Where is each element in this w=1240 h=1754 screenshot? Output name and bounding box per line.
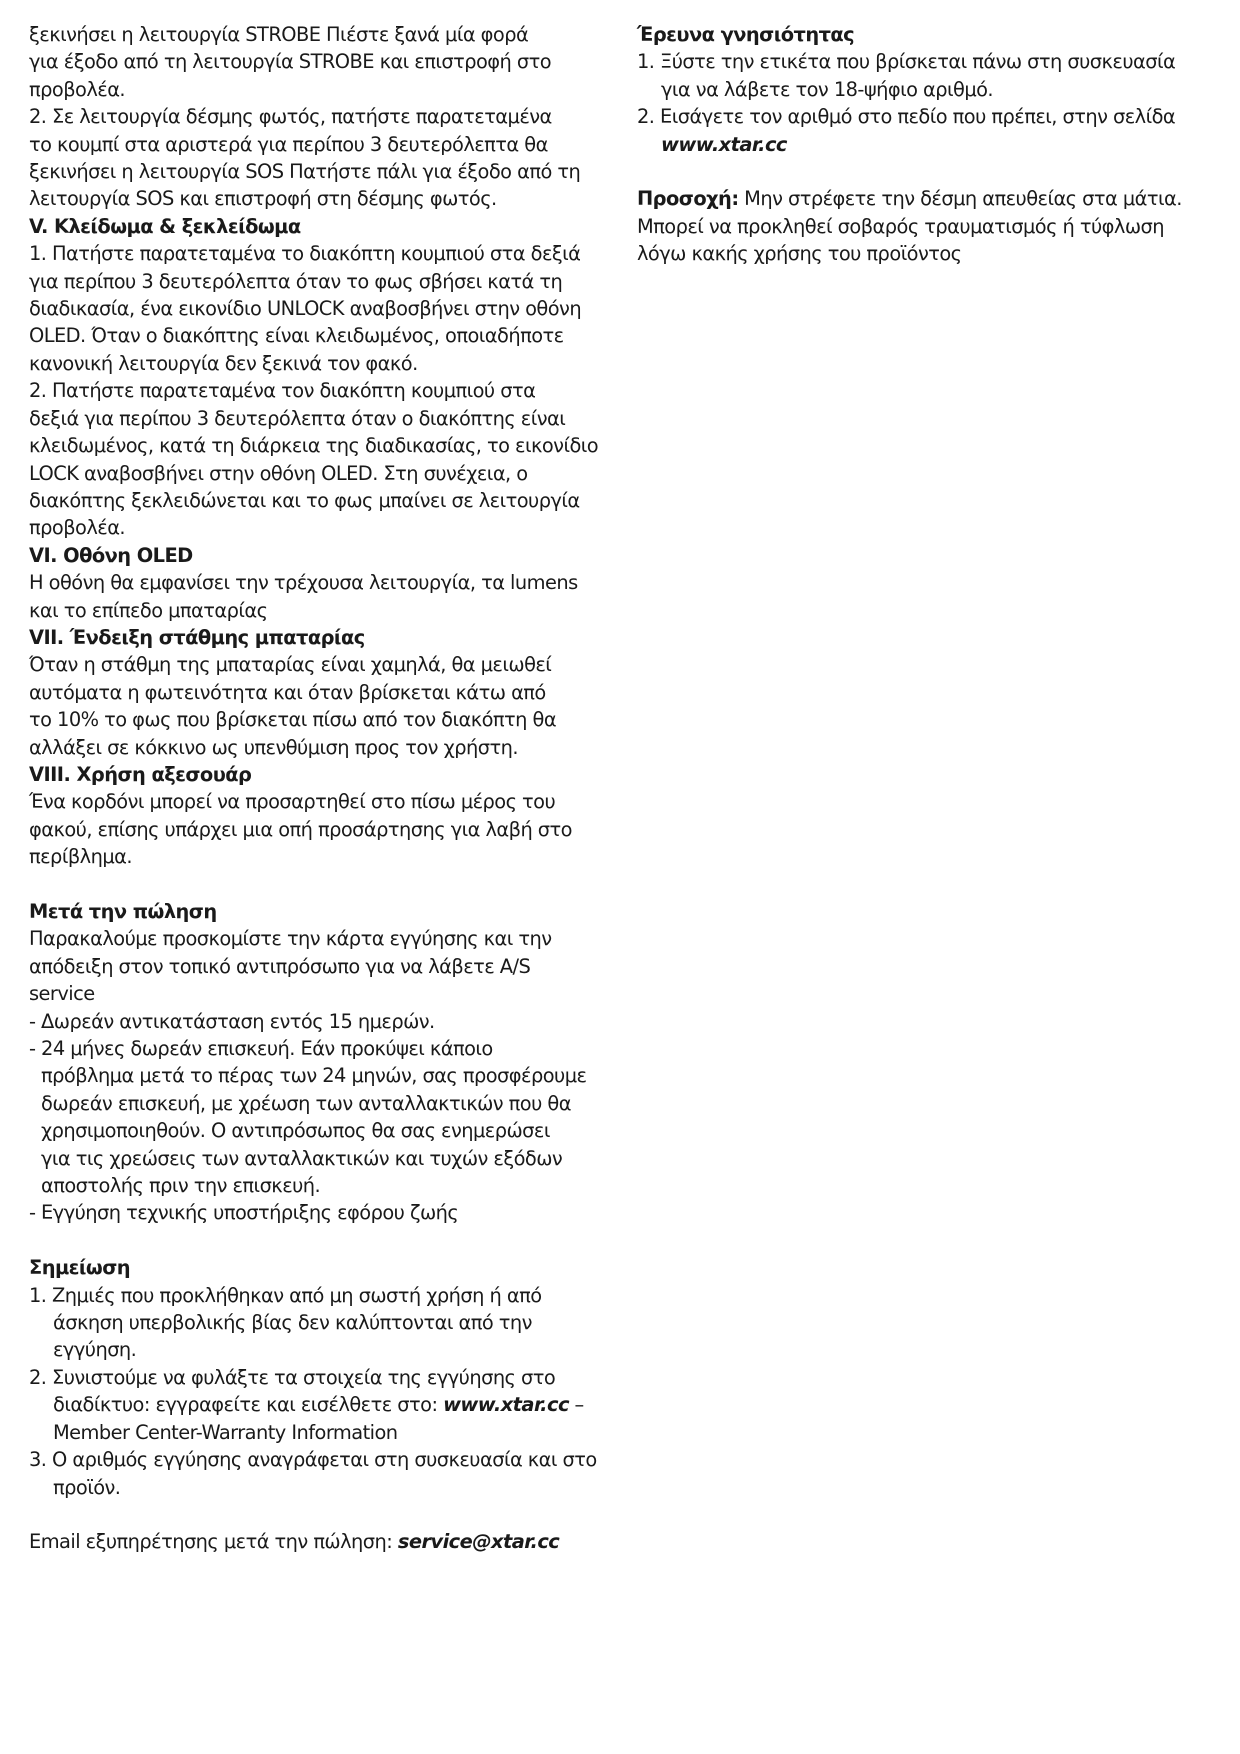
text-line: δεξιά για περίπου 3 δευτερόλεπτα όταν ο διακόπτης είναι — [29, 406, 566, 430]
section-heading-accessory: VIII. Χρήση αξεσουάρ — [29, 762, 252, 786]
right-column — [637, 21, 1212, 268]
text-line: εγγύηση. — [53, 1338, 137, 1362]
section-heading-note: Σημείωση — [29, 1256, 131, 1280]
website-link[interactable]: www.xtar.cc — [443, 1393, 569, 1417]
left-column — [29, 21, 619, 1556]
text-fragment: Μην στρέφετε την δέσμη απευθείας στα μάτια. — [738, 187, 1182, 211]
text-fragment: Email εξυπηρέτησης μετά την πώληση: — [29, 1530, 398, 1554]
section-heading-authenticity: Έρευνα γνησιότητας — [637, 23, 855, 46]
text-line: για τις χρεώσεις των ανταλλακτικών και τυχών εξόδων — [41, 1146, 563, 1170]
spacer — [29, 1227, 619, 1254]
text-line: αποστολής πριν την επισκευή. — [41, 1174, 321, 1198]
text-line: λόγω κακής χρήσης του προϊόντος — [637, 242, 962, 266]
section-heading-lock: V. Κλείδωμα & ξεκλείδωμα — [29, 214, 301, 238]
service-email-link[interactable]: service@xtar.cc — [397, 1530, 560, 1554]
section-heading-oled: VI. Οθόνη OLED — [29, 543, 193, 567]
text-line: και το επίπεδο μπαταρίας — [29, 598, 268, 622]
text-line: 2. Σε λειτουργία δέσμης φωτός, πατήστε παρατεταμένα — [29, 105, 552, 129]
text-line: αλλάξει σε κόκκινο ως υπενθύμιση προς τον χρήστη. — [29, 735, 518, 759]
list-item: 1. Ζημιές που προκλήθηκαν από μη σωστή χρήση ή από — [29, 1283, 542, 1307]
website-link[interactable]: www.xtar.cc — [661, 132, 787, 156]
list-item: 1. Ξύστε την ετικέτα που βρίσκεται πάνω στη συσκευασία — [637, 50, 1176, 74]
text-line: λειτουργία SOS και επιστροφή στη δέσμης φωτός. — [29, 187, 497, 211]
list-item: 2. Εισάγετε τον αριθμό στο πεδίο που πρέπει, στην σελίδα — [637, 105, 1176, 129]
spacer — [637, 158, 1212, 185]
text-fragment: διαδίκτυο: εγγραφείτε και εισέλθετε στο: — [53, 1393, 444, 1417]
text-line: χρησιμοποιηθούν. Ο αντιπρόσωπος θα σας ενημερώσει — [41, 1119, 550, 1143]
text-line: OLED. Όταν ο διακόπτης είναι κλειδωμένος, οποιαδήποτε — [29, 324, 564, 348]
text-line: ξεκινήσει η λειτουργία SOS Πατήστε πάλι για έξοδο από τη — [29, 160, 581, 184]
text-line: διαδικασία, ένα εικονίδιο UNLOCK αναβοσβήνει στην οθόνη — [29, 297, 582, 321]
text-fragment: – — [568, 1393, 584, 1417]
text-line: περίβλημα. — [29, 845, 132, 869]
text-line: για να λάβετε τον 18-ψήφιο αριθμό. — [661, 77, 994, 101]
text-line: απόδειξη στον τοπικό αντιπρόσωπο για να λάβετε A/S — [29, 954, 531, 978]
text-line: κανονική λειτουργία δεν ξεκινά τον φακό. — [29, 351, 418, 375]
section-heading-aftersale: Μετά την πώληση — [29, 899, 217, 923]
text-line: Member Center-Warranty Information — [53, 1420, 398, 1444]
text-line: άσκηση υπερβολικής βίας δεν καλύπτονται από την — [53, 1311, 532, 1335]
text-line: Μπορεί να προκληθεί σοβαρός τραυματισμός ή τύφλωση — [637, 214, 1164, 238]
text-line: για περίπου 3 δευτερόλεπτα όταν το φως σβήσει κατά τη — [29, 269, 563, 293]
text-line: ξεκινήσει η λειτουργία STROBE Πιέστε ξανά μία φορά — [29, 23, 529, 46]
text-line: το 10% το φως που βρίσκεται πίσω από τον διακόπτη θα — [29, 708, 557, 732]
text-line: Ένα κορδόνι μπορεί να προσαρτηθεί στο πίσω μέρος του — [29, 790, 556, 814]
service-email-line — [29, 1528, 619, 1555]
spacer — [29, 1501, 619, 1528]
text-line: 1. Πατήστε παρατεταμένα το διακόπτη κουμπιού στα δεξιά — [29, 242, 581, 266]
text-line: LOCK αναβοσβήνει στην οθόνη OLED. Στη συνέχεια, ο — [29, 461, 528, 485]
text-line: 2. Πατήστε παρατεταμένα τον διακόπτη κουμπιού στα — [29, 379, 536, 403]
list-item: - Εγγύηση τεχνικής υποστήριξης εφόρου ζωής — [29, 1201, 459, 1225]
text-line: για έξοδο από τη λειτουργία STROBE και επιστροφή στο — [29, 50, 552, 74]
text-line: Η οθόνη θα εμφανίσει την τρέχουσα λειτουργία, τα lumens — [29, 571, 578, 595]
list-item: 2. Συνιστούμε να φυλάξτε τα στοιχεία της εγγύησης στο — [29, 1365, 556, 1389]
text-line: φακού, επίσης υπάρχει μια οπή προσάρτησης για λαβή στο — [29, 817, 572, 841]
text-line: διακόπτης ξεκλειδώνεται και το φως μπαίνει σε λειτουργία — [29, 488, 580, 512]
text-line: Παρακαλούμε προσκομίστε την κάρτα εγγύησης και την — [29, 927, 552, 951]
caution-label: Προσοχή: — [637, 187, 739, 211]
text-line: κλειδωμένος, κατά τη διάρκεια της διαδικασίας, το εικονίδιο — [29, 434, 599, 458]
list-item: 3. Ο αριθμός εγγύησης αναγράφεται στη συσκευασία και στο — [29, 1448, 597, 1472]
list-item: - 24 μήνες δωρεάν επισκευή. Εάν προκύψει κάποιο — [29, 1037, 493, 1061]
text-line: service — [29, 982, 95, 1006]
list-item: - Δωρεάν αντικατάσταση εντός 15 ημερών. — [29, 1009, 435, 1033]
text-line: πρόβλημα μετά το πέρας των 24 μηνών, σας προσφέρουμε — [41, 1064, 587, 1088]
text-line: δωρεάν επισκευή, με χρέωση των ανταλλακτικών που θα — [41, 1091, 571, 1115]
text-line: Όταν η στάθμη της μπαταρίας είναι χαμηλά, θα μειωθεί — [29, 653, 552, 677]
text-line: προϊόν. — [53, 1475, 121, 1499]
spacer — [29, 871, 619, 898]
text-line: αυτόματα η φωτεινότητα και όταν βρίσκεται κάτω από — [29, 680, 546, 704]
text-line: προβολέα. — [29, 516, 126, 540]
caution-line — [637, 185, 1212, 212]
text-line: το κουμπί στα αριστερά για περίπου 3 δευτερόλεπτα θα — [29, 132, 548, 156]
text-line — [29, 1391, 619, 1418]
text-line: προβολέα. — [29, 77, 126, 101]
section-heading-battery: VII. Ένδειξη στάθμης μπαταρίας — [29, 625, 365, 649]
